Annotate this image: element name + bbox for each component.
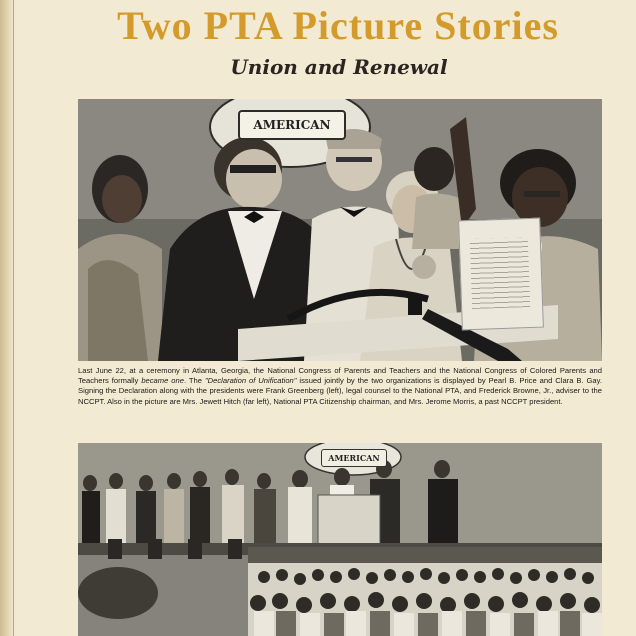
ceremony-photo [78,99,602,361]
caption-text-1: Last June 22, at a ceremony in Atlanta, Georgia, the National Congress of Parents and Teachers and the National Congress of Colored Parents and Teachers formally [78,366,602,386]
caption-text-2: . The [183,376,205,386]
page-binding-edge [0,0,14,636]
photo-caption [78,366,602,407]
assembly-photo [78,443,602,636]
assembly-photo-illustration [78,443,602,636]
caption-emphasis-1: became one [141,376,184,386]
declaration-document [458,218,544,331]
caption-text-3: issued jointly by the two organizations is displayed by Pearl B. Price and Clara B. Gay. Signing the Declaration along with the presidents were Frank Greenberg (left), legal counsel to the National PTA, and Frederick Browne, Jr., adviser to the NCCPT. Also in the picture are Mrs. Jewett Hitch (far left), National PTA Citizenship chairman, and Mrs. Jerome Morris, a past NCCPT president. [78,376,602,406]
page-subtitle: Union and Renewal [230,55,448,79]
page-binding-line [13,0,14,636]
american-sign: AMERICAN [238,110,346,140]
caption-emphasis-2: "Declaration of Unification" [204,376,297,386]
page-title: Two PTA Picture Stories [117,3,559,48]
american-sign-small: AMERICAN [321,449,387,467]
